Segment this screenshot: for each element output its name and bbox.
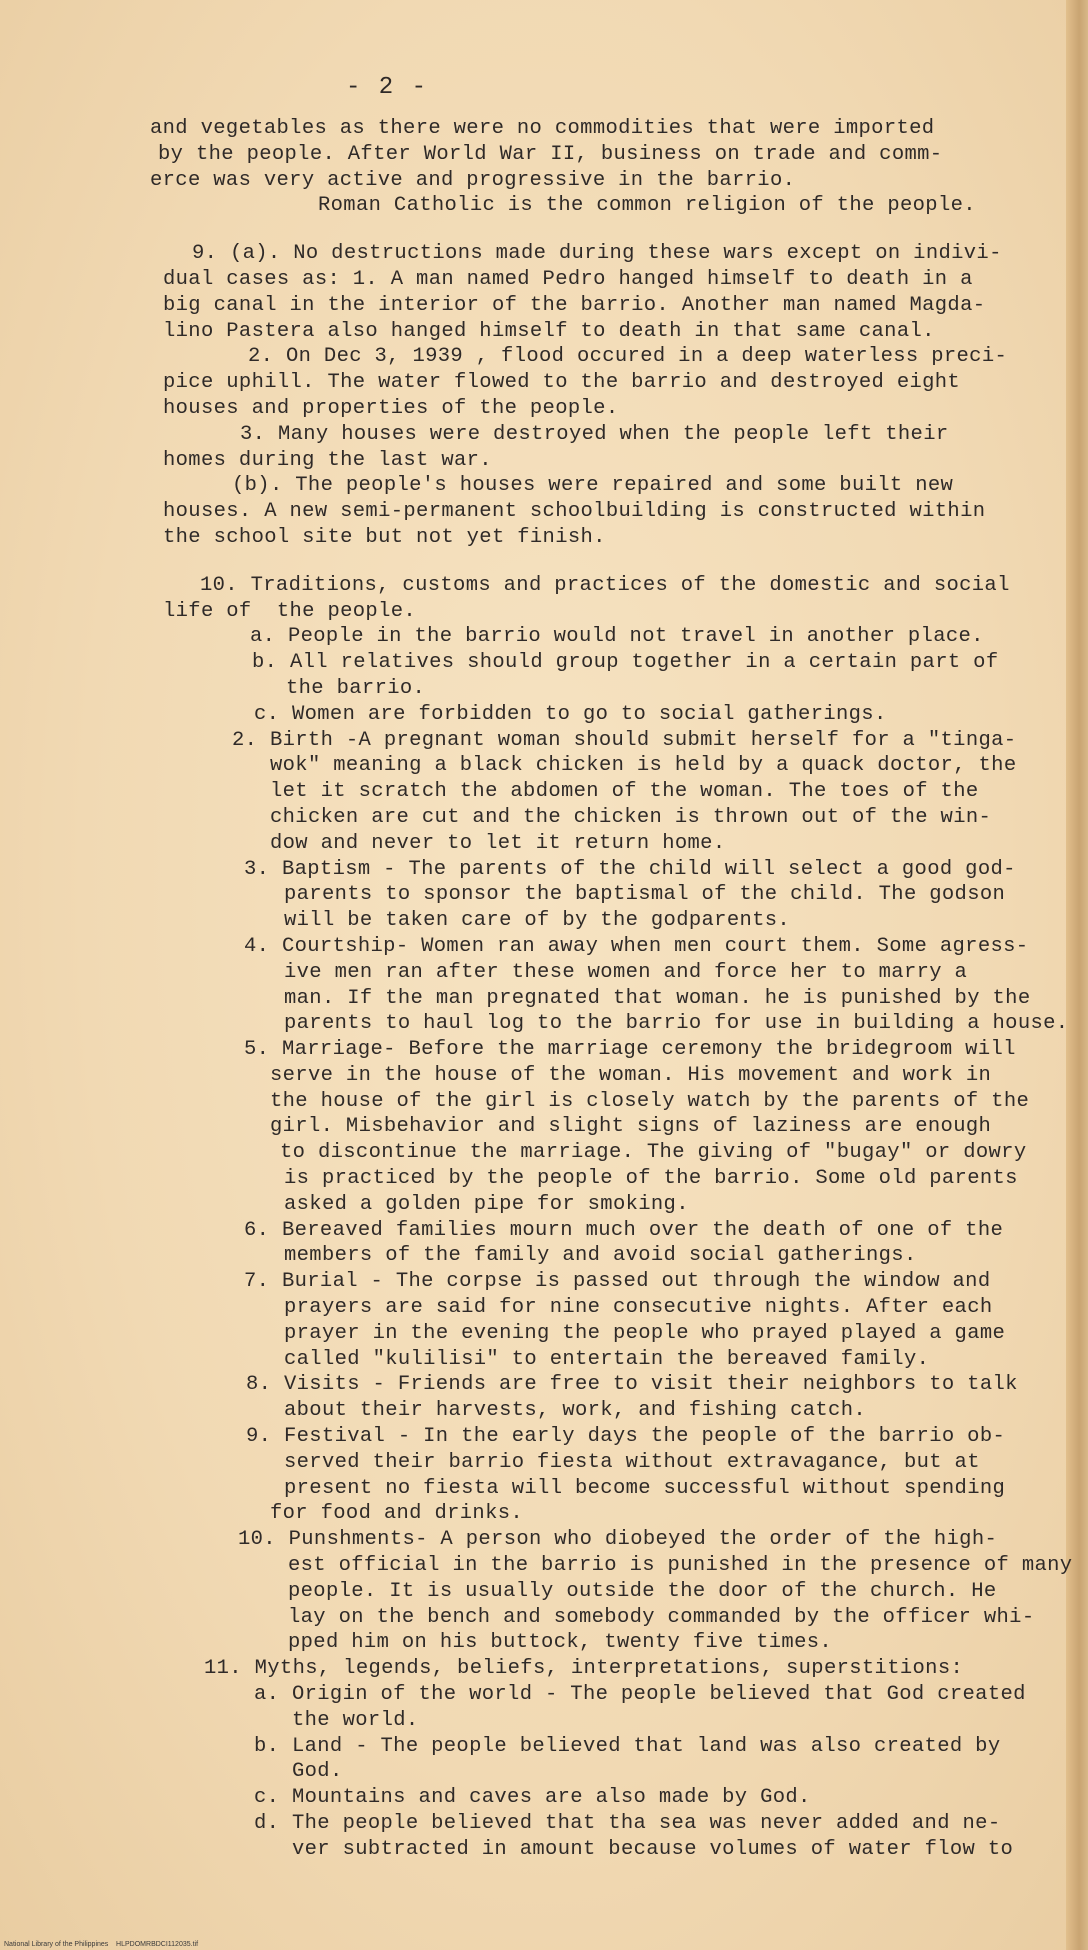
text-line: 3. Many houses were destroyed when the people left their bbox=[240, 422, 949, 446]
text-line: and vegetables as there were no commodities that were imported bbox=[150, 117, 935, 140]
text-line: parents to haul log to the barrio for use in building a house. bbox=[284, 1012, 1069, 1036]
text-line: 4. Courtship- Women ran away when men court them. Some agress- bbox=[244, 934, 1029, 958]
text-line: 11. Myths, legends, beliefs, interpretations, superstitions: bbox=[204, 1657, 964, 1681]
text-line: wok" meaning a black chicken is held by a quack doctor, the bbox=[270, 754, 1017, 778]
text-line: 2. Birth -A pregnant woman should submit herself for a "tinga- bbox=[232, 728, 1017, 752]
text-line: let it scratch the abdomen of the woman. The toes of the bbox=[270, 780, 979, 804]
text-line: lay on the bench and somebody commanded by the officer whi- bbox=[288, 1605, 1035, 1629]
text-line: ver subtracted in amount because volumes of water flow to bbox=[292, 1837, 1014, 1861]
text-line: for food and drinks. bbox=[270, 1502, 524, 1526]
page-number: - 2 - bbox=[346, 74, 429, 101]
archive-footer: National Library of the Philippines HLPDOMRBDCI112035.tif bbox=[4, 1941, 199, 1948]
text-line: prayer in the evening the people who prayed played a game bbox=[284, 1321, 1006, 1345]
text-line: called "kulilisi" to entertain the bereaved family. bbox=[284, 1347, 930, 1371]
text-line: homes during the last war. bbox=[163, 448, 492, 472]
text-line: big canal in the interior of the barrio. Another man named Magda- bbox=[163, 293, 986, 317]
text-line: girl. Misbehavior and slight signs of laziness are enough bbox=[270, 1115, 992, 1139]
text-line: man. If the man pregnated that woman. he is punished by the bbox=[284, 986, 1031, 1010]
text-line: God. bbox=[292, 1760, 343, 1784]
text-line: erce was very active and progressive in the barrio. bbox=[150, 168, 796, 192]
text-line: parents to sponsor the baptismal of the child. The godson bbox=[284, 883, 1006, 907]
text-line: lino Pastera also hanged himself to death in that same canal. bbox=[163, 319, 935, 343]
text-line: present no fiesta will become successful without spending bbox=[284, 1476, 1006, 1500]
text-line: the barrio. bbox=[286, 676, 426, 700]
text-line: to discontinue the marriage. The giving of "bugay" or dowry bbox=[280, 1141, 1027, 1165]
text-line: 6. Bereaved families mourn much over the death of one of the bbox=[244, 1218, 1004, 1242]
text-line: 8. Visits - Friends are free to visit their neighbors to talk bbox=[246, 1373, 1018, 1397]
text-line: is practiced by the people of the barrio. Some old parents bbox=[284, 1167, 1018, 1191]
text-line: members of the family and avoid social gatherings. bbox=[284, 1244, 917, 1268]
text-line: 10. Punshments- A person who diobeyed the order of the high- bbox=[238, 1528, 998, 1552]
text-line: (b). The people's houses were repaired and some built new bbox=[232, 474, 954, 498]
text-line: b. All relatives should group together in a certain part of bbox=[252, 651, 999, 675]
text-line: c. Mountains and caves are also made by God. bbox=[254, 1786, 811, 1810]
text-line: will be taken care of by the godparents. bbox=[284, 909, 791, 933]
text-line: dow and never to let it return home. bbox=[270, 831, 726, 855]
text-line: the world. bbox=[292, 1708, 419, 1732]
text-line: pice uphill. The water flowed to the barrio and destroyed eight bbox=[163, 371, 961, 395]
text-line: a. People in the barrio would not travel in another place. bbox=[250, 625, 984, 649]
text-line: about their harvests, work, and fishing catch. bbox=[284, 1399, 866, 1423]
text-line: d. The people believed that tha sea was never added and ne- bbox=[254, 1812, 1001, 1835]
text-line: 10. Traditions, customs and practices of the domestic and social bbox=[200, 573, 1010, 597]
text-line: the house of the girl is closely watch by the parents of the bbox=[270, 1089, 1030, 1113]
text-line: a. Origin of the world - The people believed that God created bbox=[254, 1683, 1026, 1707]
text-line: prayers are said for nine consecutive nights. After each bbox=[284, 1296, 993, 1320]
text-line: the school site but not yet finish. bbox=[163, 525, 606, 549]
text-line: 9. Festival - In the early days the people of the barrio ob- bbox=[246, 1425, 1006, 1449]
text-line: houses and properties of the people. bbox=[163, 396, 619, 420]
document-body bbox=[0, 116, 1088, 1863]
text-line: life of the people. bbox=[163, 599, 417, 623]
text-line: houses. A new semi-permanent schoolbuilding is constructed within bbox=[163, 500, 986, 524]
text-line: 2. On Dec 3, 1939 , flood occured in a deep waterless preci- bbox=[248, 345, 1008, 369]
text-line: b. Land - The people believed that land was also created by bbox=[254, 1734, 1001, 1758]
text-line: by the people. After World War II, business on trade and comm- bbox=[158, 142, 943, 166]
text-line: 5. Marriage- Before the marriage ceremony the bridegroom will bbox=[244, 1038, 1016, 1062]
text-line: ive men ran after these women and force her to marry a bbox=[284, 960, 968, 984]
text-line: serve in the house of the woman. His movement and work in bbox=[270, 1063, 992, 1087]
text-line: chicken are cut and the chicken is thrown out of the win- bbox=[270, 805, 992, 829]
text-line: dual cases as: 1. A man named Pedro hanged himself to death in a bbox=[163, 267, 973, 291]
text-line: c. Women are forbidden to go to social gatherings. bbox=[254, 702, 887, 726]
text-line: Roman Catholic is the common religion of the people. bbox=[318, 194, 976, 218]
text-line: 9. (a). No destructions made during these wars except on indivi- bbox=[192, 242, 1002, 266]
text-line: pped him on his buttock, twenty five times. bbox=[288, 1631, 833, 1655]
text-line: people. It is usually outside the door of the church. He bbox=[288, 1579, 997, 1603]
text-line: 3. Baptism - The parents of the child will select a good god- bbox=[244, 857, 1016, 881]
text-line: 7. Burial - The corpse is passed out through the window and bbox=[244, 1270, 991, 1294]
text-line: served their barrio fiesta without extravagance, but at bbox=[284, 1450, 980, 1474]
text-line: est official in the barrio is punished in the presence of many bbox=[288, 1554, 1073, 1578]
text-line: asked a golden pipe for smoking. bbox=[284, 1192, 689, 1216]
